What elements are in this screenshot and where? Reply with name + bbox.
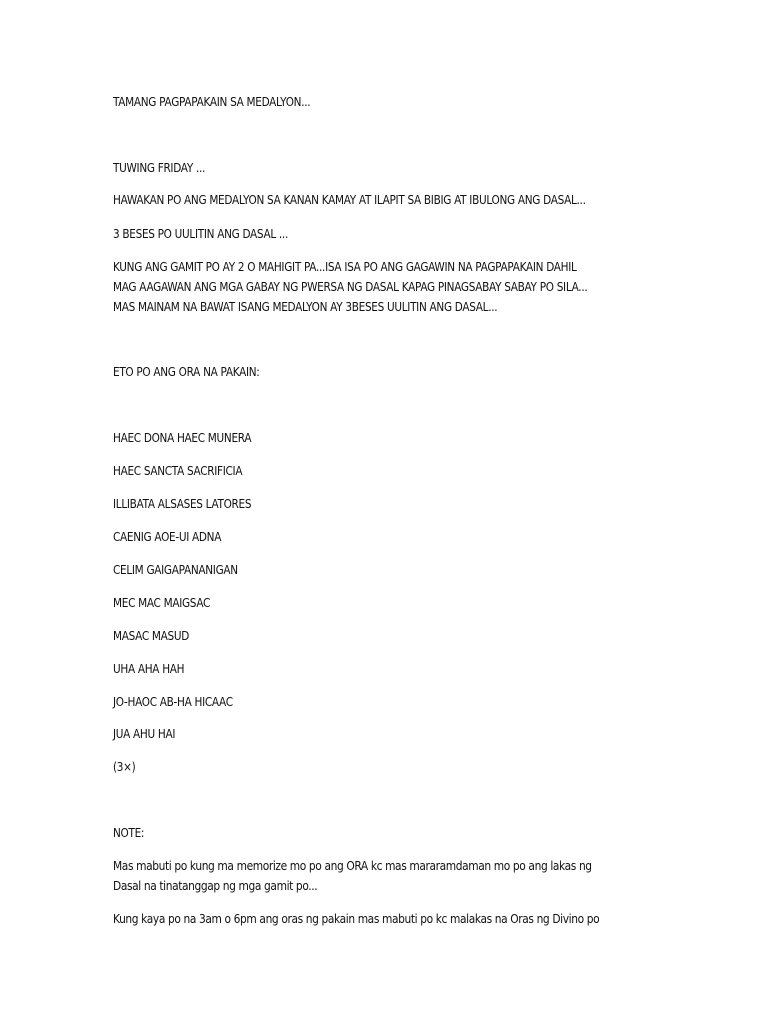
prayer-line: HAEC DONA HAEC MUNERA: [113, 431, 252, 445]
prayer-line: CAENIG AOE-UI ADNA: [113, 530, 222, 544]
prayer-heading: ETO PO ANG ORA NA PAKAIN:: [113, 365, 260, 379]
prayer-line: HAEC SANCTA SACRIFICIA: [113, 464, 243, 478]
instruction-line: MAS MAINAM NA BAWAT ISANG MEDALYON AY 3BESES UULITIN ANG DASAL...: [113, 300, 498, 314]
prayer-line: MASAC MASUD: [113, 629, 190, 643]
prayer-line: JUA AHU HAI: [113, 727, 176, 741]
instruction-line: KUNG ANG GAMIT PO AY 2 O MAHIGIT PA...ISA ISA PO ANG GAGAWIN NA PAGPAPAKAIN DAHIL: [113, 260, 577, 274]
prayer-line: ILLIBATA ALSASES LATORES: [113, 497, 252, 511]
note-line: Dasal na tinatanggap ng mga gamit po...: [113, 878, 318, 893]
instruction-line: HAWAKAN PO ANG MEDALYON SA KANAN KAMAY AT ILAPIT SA BIBIG AT IBULONG ANG DASAL...: [113, 193, 586, 207]
prayer-line: UHA AHA HAH: [113, 662, 185, 676]
note-heading: NOTE:: [113, 826, 145, 840]
prayer-repeat-count: (3×): [113, 760, 136, 774]
note-line: Mas mabuti po kung ma memorize mo po ang ORA kc mas mararamdaman mo po ang lakas ng: [113, 858, 592, 873]
instruction-line: 3 BESES PO UULITIN ANG DASAL ...: [113, 227, 288, 241]
prayer-line: JO-HAOC AB-HA HICAAC: [113, 695, 233, 709]
note-line: Kung kaya po na 3am o 6pm ang oras ng pakain mas mabuti po kc malakas na Oras ng Divino po: [113, 911, 600, 926]
prayer-line: MEC MAC MAIGSAC: [113, 596, 211, 610]
instruction-line: TUWING FRIDAY ...: [113, 161, 206, 175]
instruction-line: MAG AAGAWAN ANG MGA GABAY NG PWERSA NG DASAL KAPAG PINAGSABAY SABAY PO SILA...: [113, 280, 588, 294]
prayer-line: CELIM GAIGAPANANIGAN: [113, 563, 238, 577]
document-title: TAMANG PAGPAPAKAIN SA MEDALYON...: [113, 95, 311, 109]
